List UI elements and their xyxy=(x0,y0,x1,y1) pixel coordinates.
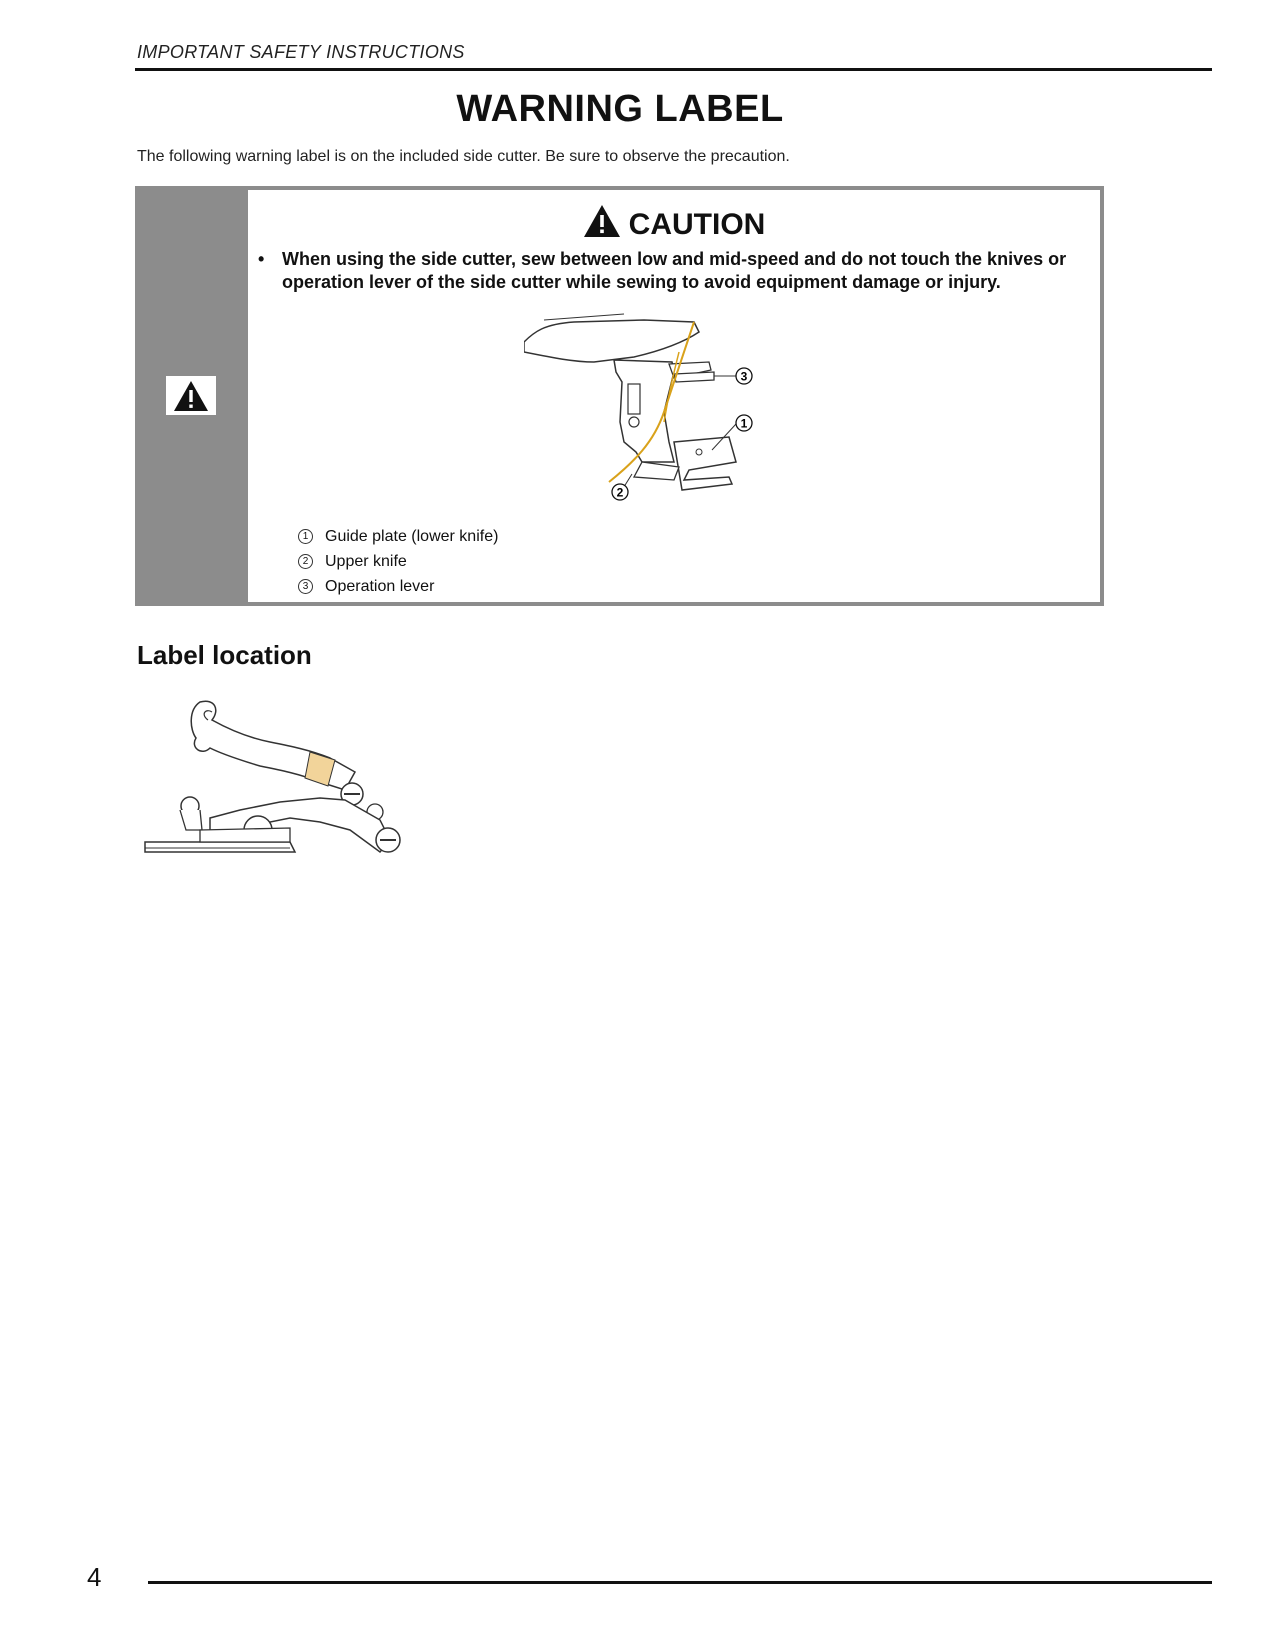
callout-1 xyxy=(736,415,752,431)
intro-text: The following warning label is on the included side cutter. Be sure to observe the precaution. xyxy=(137,148,790,165)
caution-box xyxy=(135,186,1104,606)
side-cutter-illustration xyxy=(524,312,764,507)
parts-legend xyxy=(298,524,498,599)
caution-heading xyxy=(248,204,1100,246)
page-number: 4 xyxy=(87,1562,102,1592)
legend-label: Operation lever xyxy=(325,577,435,595)
label-location-heading: Label location xyxy=(137,640,312,670)
legend-item xyxy=(298,549,498,574)
legend-number: 2 xyxy=(298,554,313,569)
warning-triangle-icon xyxy=(583,204,621,246)
legend-number: 3 xyxy=(298,579,313,594)
running-header: IMPORTANT SAFETY INSTRUCTIONS xyxy=(137,42,465,62)
legend-label: Guide plate (lower knife) xyxy=(325,527,499,545)
legend-label: Upper knife xyxy=(325,552,407,570)
caution-panel xyxy=(248,190,1100,602)
caution-body-text: When using the side cutter, sew between low and mid-speed and do not touch the knives or operation lever of the side cutter while sewing to avoid equipment damage or injury. xyxy=(282,249,1067,292)
svg-text:1: 1 xyxy=(740,416,748,431)
footer-rule xyxy=(148,1581,1212,1584)
caution-heading-text: CAUTION xyxy=(628,208,766,241)
legend-item xyxy=(298,574,498,599)
caution-bullet-item xyxy=(258,248,1078,294)
side-warning-icon xyxy=(166,376,216,415)
legend-item xyxy=(298,524,498,549)
callout-2 xyxy=(612,484,628,500)
svg-text:3: 3 xyxy=(740,369,748,384)
header-rule xyxy=(135,68,1212,71)
bullet-mark: • xyxy=(258,249,265,269)
svg-text:2: 2 xyxy=(616,485,624,500)
label-location-illustration xyxy=(140,690,430,895)
page-title: WARNING LABEL xyxy=(456,88,784,130)
callout-3 xyxy=(736,368,752,384)
legend-number: 1 xyxy=(298,529,313,544)
